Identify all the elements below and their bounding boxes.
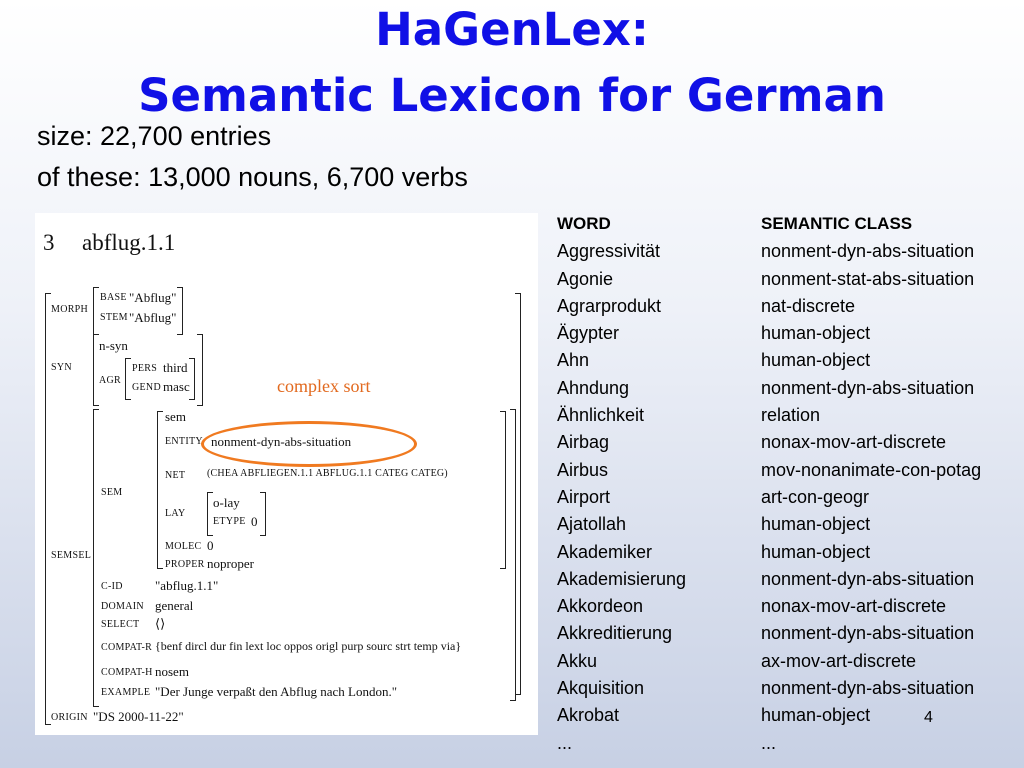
pers-attr: PERS (132, 363, 158, 374)
morph-right-bracket (177, 287, 183, 335)
outer-left-bracket (45, 293, 51, 725)
entity-val: nonment-dyn-abs-situation (211, 434, 352, 449)
agr-left-bracket (125, 358, 131, 400)
table-row-word: Akku (557, 650, 598, 671)
etype-attr: ETYPE (213, 516, 246, 527)
page-number: 4 (924, 709, 933, 726)
table-row-word: Ägypter (557, 323, 620, 344)
table-row-word: Airbag (557, 432, 610, 453)
cid-val: "abflug.1.1" (155, 578, 219, 593)
word-column (557, 213, 686, 759)
table-row-word: Akademisierung (557, 568, 687, 589)
base-attr: BASE (100, 292, 127, 303)
figure-entry-name: abflug.1.1 (82, 230, 176, 255)
table-row-word: Agrarprodukt (557, 295, 662, 316)
word-column-header: WORD (557, 214, 611, 233)
compatr-val: {benf dircl dur fin lext loc oppos origl purp sourc strt temp via} (155, 639, 462, 653)
highlight-ellipse (201, 421, 417, 467)
table-row-class: nonment-dyn-abs-situation (761, 241, 975, 262)
slide-title-line1: HaGenLex: (375, 3, 649, 56)
table-row-word: Airbus (557, 459, 609, 480)
lay-type: o-lay (213, 495, 240, 510)
select-val: ⟨⟩ (155, 616, 166, 631)
proper-attr: PROPER (165, 559, 205, 570)
table-row-class: human-object (761, 541, 871, 562)
table-row-word: Ahn (557, 350, 590, 371)
table-row-class: nonment-dyn-abs-situation (761, 623, 975, 644)
figure-number: 3 (43, 230, 55, 255)
table-row-class: nonax-mov-art-discrete (761, 432, 947, 453)
table-row-word: Ahndung (557, 377, 630, 398)
table-row-class: nonment-dyn-abs-situation (761, 568, 975, 589)
table-row-class: relation (761, 405, 821, 426)
table-row-class: mov-nonanimate-con-potag (761, 459, 982, 480)
syn-right-bracket (197, 334, 203, 406)
etype-val: 0 (251, 514, 258, 529)
table-row-word: Akkreditierung (557, 623, 673, 644)
entity-attr: ENTITY (165, 436, 203, 447)
semsel-right-bracket (510, 409, 516, 701)
select-attr: SELECT (101, 619, 140, 630)
slide-title-line2: Semantic Lexicon for German (138, 69, 886, 122)
table-row-class: human-object (761, 350, 871, 371)
table-row-class: human-object (761, 514, 871, 535)
table-row-class: nat-discrete (761, 295, 856, 316)
base-val: "Abflug" (129, 290, 177, 305)
origin-val: "DS 2000-11-22" (93, 709, 184, 724)
molec-attr: MOLEC (165, 541, 202, 552)
compatr-attr: COMPAT-R (101, 642, 153, 653)
morph-label: MORPH (51, 304, 89, 315)
table-row-word: Akademiker (557, 541, 653, 562)
lay-right-bracket (260, 492, 266, 536)
syn-label: SYN (51, 362, 72, 373)
table-row-class: nonment-dyn-abs-situation (761, 678, 975, 699)
cid-attr: C-ID (101, 581, 123, 592)
table-row-word: Ajatollah (557, 514, 627, 535)
sem-label: SEM (101, 487, 123, 498)
size-stat: size: 22,700 entries (37, 121, 272, 151)
lay-attr: LAY (165, 508, 186, 519)
table-row-word: Ähnlichkeit (557, 405, 645, 426)
pers-val: third (163, 360, 188, 375)
table-row-class: nonment-stat-abs-situation (761, 268, 975, 289)
table-row-word: Agonie (557, 268, 614, 289)
proper-val: noproper (207, 556, 254, 571)
semantic-class-column (761, 213, 981, 759)
table-row-class: nonment-dyn-abs-situation (761, 377, 975, 398)
net-attr: NET (165, 470, 186, 481)
syn-cat: n-syn (99, 338, 128, 353)
table-row-class: nonax-mov-art-discrete (761, 596, 947, 617)
table-row-word: Airport (557, 486, 611, 507)
compath-attr: COMPAT-H (101, 667, 153, 678)
table-row-word: Akkordeon (557, 596, 644, 617)
molec-val: 0 (207, 538, 214, 553)
agr-label: AGR (99, 375, 122, 386)
breakdown-stat: of these: 13,000 nouns, 6,700 verbs (37, 162, 468, 192)
table-row-class: art-con-geogr (761, 486, 870, 507)
semsel-left-bracket (93, 409, 99, 707)
stem-attr: STEM (100, 312, 128, 323)
table-row-word: ... (557, 732, 573, 753)
net-val: (CHEA ABFLIEGEN.1.1 ABFLUG.1.1 CATEG CATEG) (207, 468, 448, 479)
table-row-class: ... (761, 732, 777, 753)
table-row-class: human-object (761, 705, 871, 726)
compath-val: nosem (155, 664, 189, 679)
gend-val: masc (163, 379, 190, 394)
stem-val: "Abflug" (129, 310, 177, 325)
complex-sort-annotation: complex sort (277, 376, 371, 396)
domain-attr: DOMAIN (101, 601, 144, 612)
semsel-label: SEMSEL (51, 550, 92, 561)
table-row-word: Aggressivität (557, 241, 661, 262)
table-row-word: Akquisition (557, 678, 645, 699)
sem-right-bracket (500, 411, 506, 569)
table-row-word: Akrobat (557, 705, 620, 726)
table-row-class: human-object (761, 323, 871, 344)
table-row-class: ax-mov-art-discrete (761, 650, 917, 671)
domain-val: general (155, 598, 194, 613)
semantic-class-column-header: SEMANTIC CLASS (761, 214, 913, 233)
morph-left-bracket (93, 287, 99, 335)
sem-left-bracket (157, 411, 163, 569)
example-attr: EXAMPLE (101, 687, 151, 698)
lexicon-entry-figure (35, 213, 538, 735)
gend-attr: GEND (132, 382, 161, 393)
origin-attr: ORIGIN (51, 712, 88, 723)
sem-type: sem (165, 409, 186, 424)
example-val: "Der Junge verpaßt den Abflug nach London." (155, 684, 398, 699)
